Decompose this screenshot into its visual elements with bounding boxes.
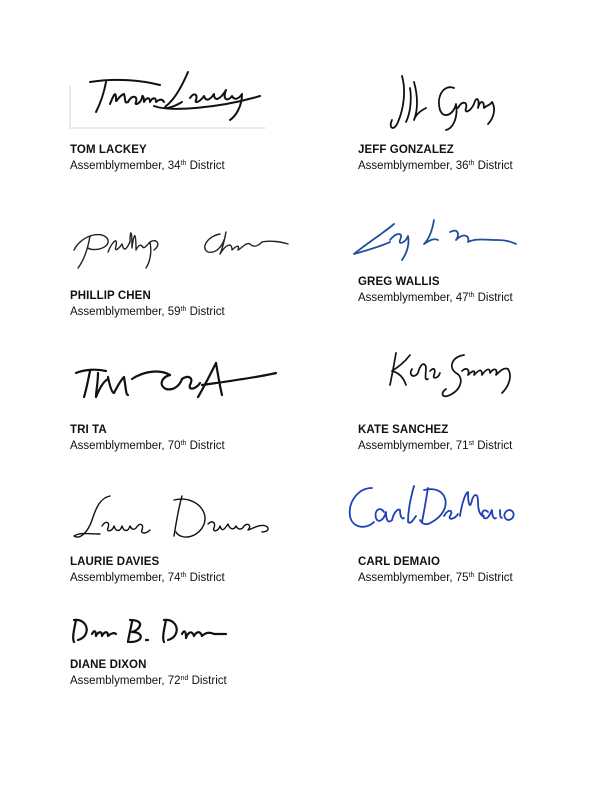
handwritten-signature-tri-ta [70, 355, 290, 410]
member-name: PHILLIP CHEN [70, 290, 151, 302]
member-title: Assemblymember, 74th District [70, 572, 225, 584]
member-name: LAURIE DAVIES [70, 556, 160, 568]
member-name: JEFF GONZALEZ [358, 144, 454, 156]
signature-block-tom-lackey [70, 60, 270, 175]
member-title: Assemblymember, 72nd District [70, 675, 227, 687]
handwritten-signature-carl-demaio [344, 480, 524, 540]
member-title: Assemblymember, 59th District [70, 306, 225, 318]
member-title: Assemblymember, 71st District [358, 440, 513, 452]
handwritten-signature-kate-sanchez [382, 345, 532, 420]
member-name: DIANE DIXON [70, 659, 147, 671]
member-name: TOM LACKEY [70, 144, 147, 156]
signature-block-laurie-davies [70, 490, 290, 590]
member-title: Assemblymember, 36th District [358, 160, 513, 172]
member-name: TRI TA [70, 424, 107, 436]
member-title: Assemblymember, 70th District [70, 440, 225, 452]
signature-block-jeff-gonzalez [358, 70, 558, 175]
signature-block-phillip-chen [70, 222, 300, 322]
handwritten-signature-diane-dixon [70, 612, 230, 652]
member-name: CARL DEMAIO [358, 556, 441, 568]
signature-block-carl-demaio [358, 480, 558, 590]
member-title: Assemblymember, 34th District [70, 160, 225, 172]
handwritten-signature-jeff-gonzalez [384, 70, 544, 140]
member-title: Assemblymember, 47th District [358, 292, 513, 304]
handwritten-signature-tom-lackey [70, 60, 270, 135]
handwritten-signature-phillip-chen [70, 222, 300, 277]
signature-block-kate-sanchez [358, 345, 558, 455]
signature-block-greg-wallis [358, 210, 558, 310]
signature-block-diane-dixon [70, 612, 270, 702]
signature-block-tri-ta [70, 355, 290, 455]
member-name: KATE SANCHEZ [358, 424, 449, 436]
handwritten-signature-greg-wallis [348, 210, 528, 265]
member-name: GREG WALLIS [358, 276, 440, 288]
member-title: Assemblymember, 75th District [358, 572, 513, 584]
handwritten-signature-laurie-davies [70, 490, 290, 545]
